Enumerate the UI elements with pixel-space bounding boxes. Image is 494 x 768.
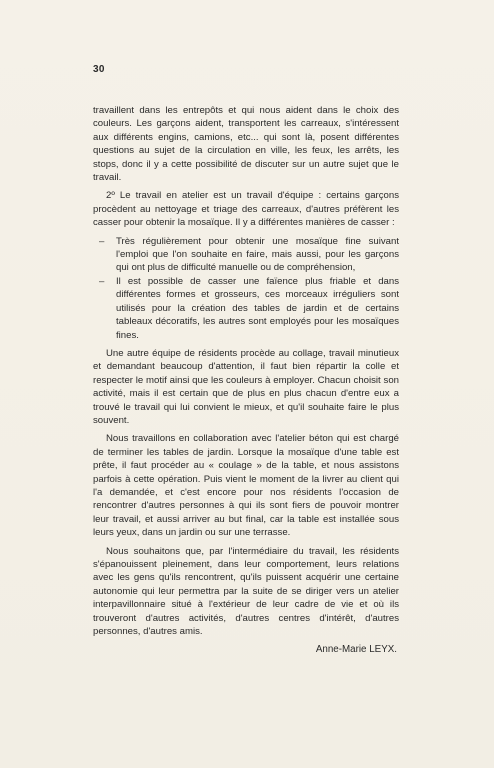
paragraph-3: Une autre équipe de résidents procède au collage, travail minutieux et demandant beaucoup d'attention, il faut bien répartir la colle et respecter le motif ainsi que les couleurs à employer. Chacun choisit son activité, mais il est certain que de plus en plus chacun d'entre eux a trouvé le travail qui lui convient le mieux, et qu'il souhaite faire le plus souvent. xyxy=(93,347,399,426)
list-item-text: Très régulièrement pour obtenir une mosaïque fine suivant l'emploi que l'on souhaite en faire, mais aussi, pour les garçons qui ont plus de difficulté manuelle ou de compréhension, xyxy=(116,235,399,274)
paragraph-4: Nous travaillons en collaboration avec l'atelier béton qui est chargé de terminer les tables de jardin. Lorsque la mosaïque d'une table est prête, il faut procéder au « coulage » de la table, et nous assistons parfois à cette opération. Puis vient le moment de la livrer au client qui l'a demandée, et c'est encore pour nos résidents l'occasion de rencontrer d'autres personnes à qui ils sont fiers de pouvoir montrer leur travail, et aussi arriver au but final, car la table est installée sous leurs yeux, dans un jardin ou sur une terrasse. xyxy=(93,433,399,539)
dash-marker: – xyxy=(99,235,105,247)
paragraph-1: travaillent dans les entrepôts et qui nous aident dans le choix des couleurs. Les garçons aident, transportent les carreaux, s'intéressent aux différents engins, camions, etc... qui sont là, posent différentes questions au sujet de la circulation en ville, les feux, les arrêts, les stops, donc il y a cette possibilité de discuter sur un autre sujet que le travail. xyxy=(93,105,399,184)
article-body xyxy=(93,104,399,657)
list-item-text: Il est possible de casser une faïence plus friable et dans différentes formes et grosseurs, ces morceaux irréguliers sont utilisés pour la création des tables de jardin et de certains tableaux décoratifs, les autres sont employés pour les mosaïques fines. xyxy=(116,275,399,341)
paragraph-2: 2º Le travail en atelier est un travail d'équipe : certains garçons procèdent au nettoyage et triage des carreaux, d'autres préfèrent les casser pour obtenir la mosaïque. Il y a différentes manières de casser : xyxy=(93,190,399,229)
dash-list xyxy=(93,235,399,342)
paragraph-5: Nous souhaitons que, par l'intermédiaire du travail, les résidents s'épanouissent pleinement, dans leur comportement, leurs relations avec les gens qu'ils rencontrent, qu'ils puissent acquérir une certaine autonomie qui leur permettra par la suite de se diriger vers un atelier interpavillonnaire situé à l'extérieur de leur cadre de vie et où ils trouveront d'autres activités, d'autres centres d'intérêt, d'autres personnes, d'autres amis. xyxy=(93,545,399,638)
dash-marker: – xyxy=(99,275,105,287)
page-number: 30 xyxy=(93,64,105,75)
author-signature: Anne-Marie LEYX. xyxy=(315,644,397,656)
list-item xyxy=(93,235,399,275)
list-item xyxy=(93,275,399,342)
